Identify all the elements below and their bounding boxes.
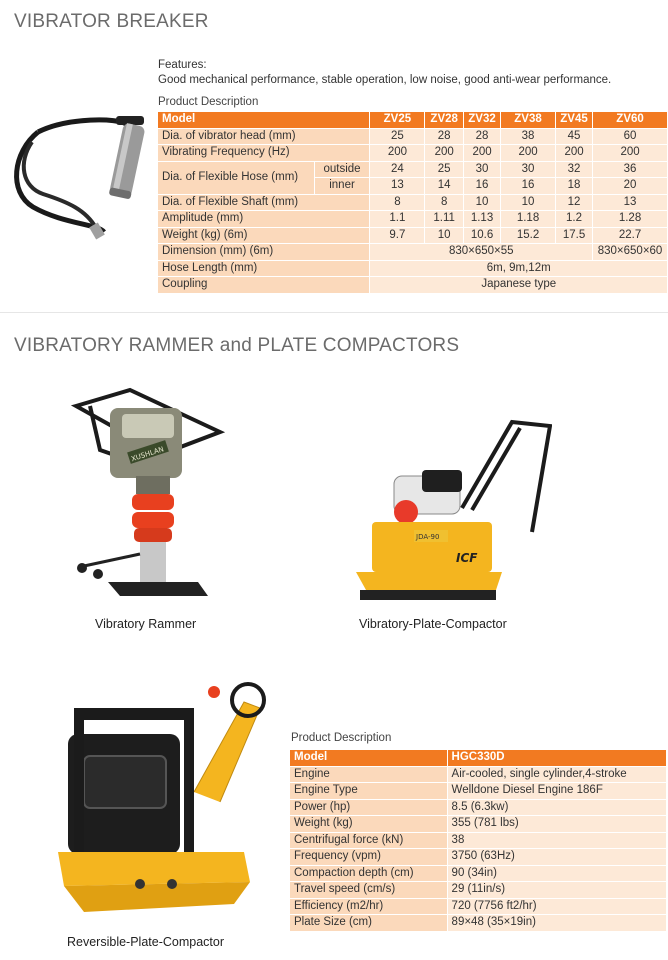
table-row (158, 194, 668, 211)
model-col: ZV38 (501, 112, 556, 129)
table-cell: Japanese type (370, 277, 668, 294)
vibrator-spec-table (157, 111, 668, 294)
table-cell: Welldone Diesel Engine 186F (447, 783, 666, 800)
table-row (158, 260, 668, 277)
table-cell: 720 (7756 ft2/hr) (447, 898, 666, 915)
table-cell: 830×650×55 (370, 244, 593, 261)
table-row (158, 277, 668, 294)
row-label: Travel speed (cm/s) (290, 882, 448, 899)
table-cell: 28 (463, 128, 500, 145)
caption-rammer: Vibratory Rammer (95, 617, 197, 631)
table-cell: 29 (11in/s) (447, 882, 666, 899)
table-cell: 8 (425, 194, 464, 211)
section2-title: VIBRATORY RAMMER and PLATE COMPACTORS (14, 335, 460, 356)
table-cell: 15.2 (501, 227, 556, 244)
table-cell: 30 (501, 161, 556, 178)
sub-label-inner: inner (314, 178, 370, 195)
row-label: Vibrating Frequency (Hz) (158, 145, 370, 162)
model-col: ZV25 (370, 112, 425, 129)
row-label: Frequency (vpm) (290, 849, 448, 866)
table-row (158, 161, 668, 178)
table-cell: 36 (593, 161, 668, 178)
reversible-plate-compactor-image (44, 672, 280, 922)
model-col: ZV60 (593, 112, 668, 129)
table-cell: 6m, 9m,12m (370, 260, 668, 277)
table-cell: 16 (463, 178, 500, 195)
table-cell: 17.5 (555, 227, 592, 244)
table-cell: 38 (501, 128, 556, 145)
caption-reversible-compactor: Reversible-Plate-Compactor (67, 935, 225, 949)
row-label: Engine Type (290, 783, 448, 800)
row-label: Weight (kg) (6m) (158, 227, 370, 244)
model-value: HGC330D (447, 750, 666, 767)
table-cell: 200 (555, 145, 592, 162)
table-row (158, 128, 668, 145)
table-cell: 3750 (63Hz) (447, 849, 666, 866)
table-cell: 45 (555, 128, 592, 145)
table-header-row (290, 750, 667, 767)
compactor-spec-table (289, 749, 667, 932)
table-cell: 1.1 (370, 211, 425, 228)
model-header: Model (158, 112, 370, 129)
table-cell: 24 (370, 161, 425, 178)
table-cell: 1.2 (555, 211, 592, 228)
table-cell: 355 (781 lbs) (447, 816, 666, 833)
vibratory-plate-compactor-image (352, 412, 552, 608)
table-row (290, 816, 667, 833)
table-row (158, 145, 668, 162)
table-cell: 30 (463, 161, 500, 178)
table-row (290, 882, 667, 899)
table-row (290, 832, 667, 849)
table-cell: 22.7 (593, 227, 668, 244)
table-cell: Air-cooled, single cylinder,4-stroke (447, 766, 666, 783)
row-label: Hose Length (mm) (158, 260, 370, 277)
model-col: ZV32 (463, 112, 500, 129)
table-row (290, 766, 667, 783)
row-label: Dimension (mm) (6m) (158, 244, 370, 261)
table-row (158, 227, 668, 244)
model-header: Model (290, 750, 448, 767)
table-cell: 200 (463, 145, 500, 162)
table-row (290, 849, 667, 866)
row-label: Dia. of Flexible Hose (mm) (158, 161, 315, 194)
table-cell: 13 (370, 178, 425, 195)
table-cell: 10 (463, 194, 500, 211)
table-cell: 200 (593, 145, 668, 162)
table-cell: 12 (555, 194, 592, 211)
table-cell: 200 (425, 145, 464, 162)
plate-model-label: JDA-90 (416, 533, 440, 541)
table-cell: 60 (593, 128, 668, 145)
row-label: Dia. of Flexible Shaft (mm) (158, 194, 370, 211)
row-label: Amplitude (mm) (158, 211, 370, 228)
row-label: Engine (290, 766, 448, 783)
table-row (290, 898, 667, 915)
table-cell: 13 (593, 194, 668, 211)
plate-brand-label: ICF (456, 551, 478, 565)
table-cell: 1.28 (593, 211, 668, 228)
section-divider (0, 312, 668, 313)
vibratory-rammer-image (70, 384, 230, 609)
row-label: Plate Size (cm) (290, 915, 448, 932)
table-cell: 1.13 (463, 211, 500, 228)
table-cell: 20 (593, 178, 668, 195)
table-cell: 1.11 (425, 211, 464, 228)
row-label: Efficiency (m2/hr) (290, 898, 448, 915)
table-row (290, 783, 667, 800)
sub-label-outside: outside (314, 161, 370, 178)
row-label: Centrifugal force (kN) (290, 832, 448, 849)
table-cell: 25 (370, 128, 425, 145)
table-cell: 18 (555, 178, 592, 195)
product-description-label-2: Product Description (291, 732, 392, 744)
vibrator-breaker-image (8, 112, 158, 250)
table-cell: 8 (370, 194, 425, 211)
model-col: ZV45 (555, 112, 592, 129)
table-cell: 25 (425, 161, 464, 178)
table-cell: 14 (425, 178, 464, 195)
table-row (290, 915, 667, 932)
row-label: Power (hp) (290, 799, 448, 816)
table-cell: 200 (501, 145, 556, 162)
table-cell: 28 (425, 128, 464, 145)
table-cell: 10 (425, 227, 464, 244)
features-text: Good mechanical performance, stable operation, low noise, good anti-wear performance. (158, 74, 612, 86)
table-cell: 32 (555, 161, 592, 178)
table-cell: 38 (447, 832, 666, 849)
table-row (290, 865, 667, 882)
rammer-brand-label: XUSHLAN (130, 445, 165, 464)
table-row (158, 211, 668, 228)
table-cell: 10 (501, 194, 556, 211)
table-header-row (158, 112, 668, 129)
table-cell: 89×48 (35×19in) (447, 915, 666, 932)
row-label: Coupling (158, 277, 370, 294)
table-cell: 200 (370, 145, 425, 162)
table-cell: 16 (501, 178, 556, 195)
section1-title: VIBRATOR BREAKER (14, 11, 209, 32)
table-cell: 9.7 (370, 227, 425, 244)
table-row (158, 244, 668, 261)
table-cell: 8.5 (6.3kw) (447, 799, 666, 816)
model-col: ZV28 (425, 112, 464, 129)
table-cell: 1.18 (501, 211, 556, 228)
row-label: Dia. of vibrator head (mm) (158, 128, 370, 145)
product-description-label-1: Product Description (158, 96, 259, 108)
table-cell: 90 (34in) (447, 865, 666, 882)
table-row (290, 799, 667, 816)
table-cell: 10.6 (463, 227, 500, 244)
features-label: Features: (158, 59, 207, 71)
row-label: Weight (kg) (290, 816, 448, 833)
table-cell: 830×650×60 (593, 244, 668, 261)
caption-plate-compactor: Vibratory-Plate-Compactor (359, 617, 507, 631)
row-label: Compaction depth (cm) (290, 865, 448, 882)
